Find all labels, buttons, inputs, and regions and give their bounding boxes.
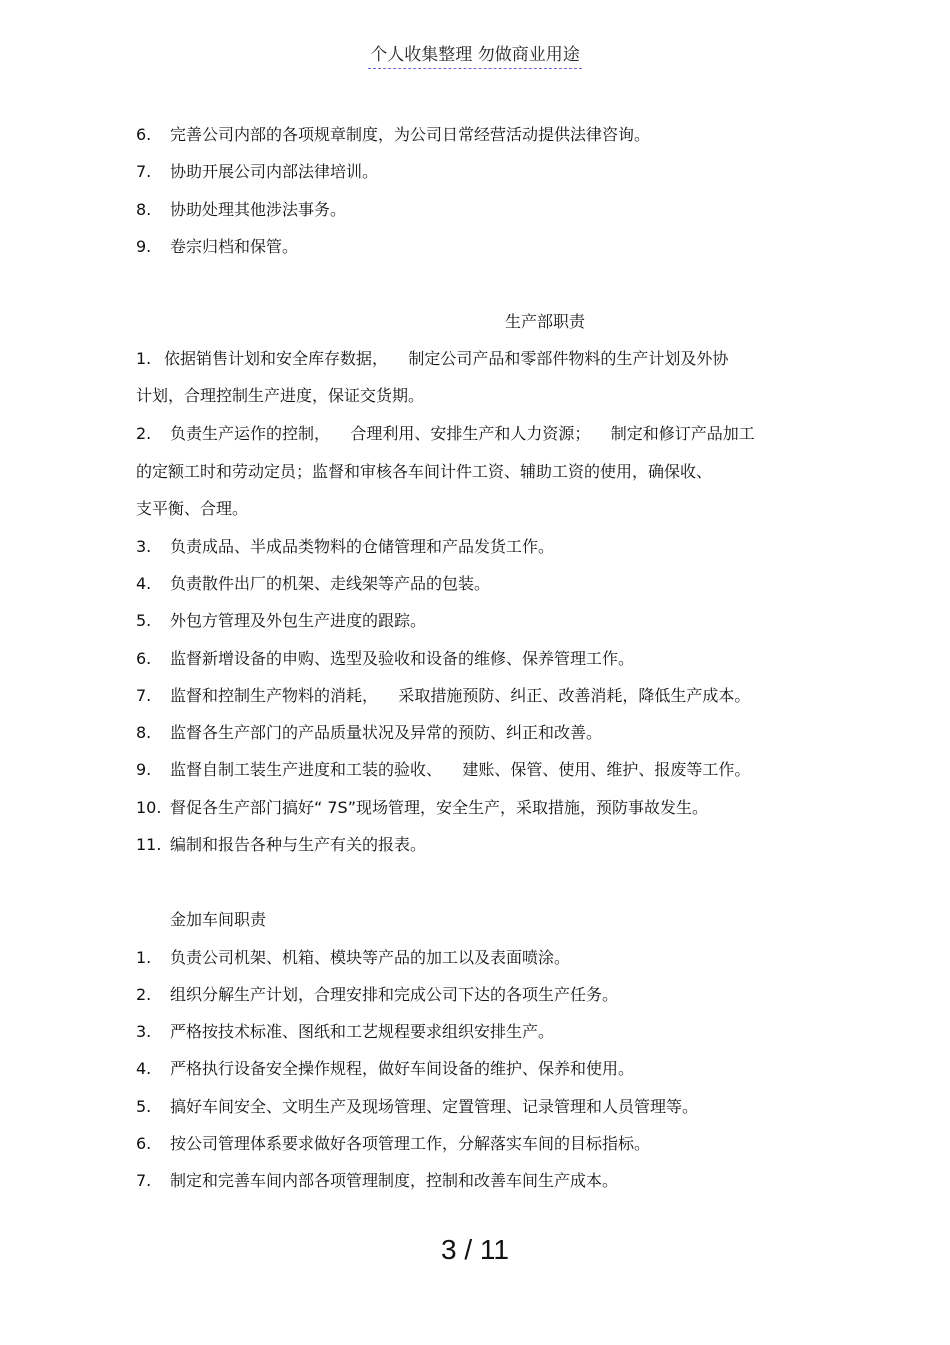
list-item-continuation: 的定额工时和劳动定员；监督和审核各车间计件工资、辅助工资的使用，确保收、	[136, 462, 713, 481]
item-text: 监督新增设备的申购、选型及验收和设备的维修、保养管理工作。	[170, 649, 635, 668]
list-item	[136, 984, 618, 1006]
item-number: 7.	[136, 686, 152, 705]
item-number: 9.	[136, 760, 152, 779]
item-text: 监督自制工装生产进度和工装的验收、 建账、保管、使用、维护、报废等工作。	[170, 760, 751, 779]
list-item	[136, 1133, 650, 1155]
item-text: 搞好车间安全、文明生产及现场管理、定置管理、记录管理和人员管理等。	[170, 1097, 699, 1116]
list-item	[136, 573, 490, 595]
item-number: 8.	[136, 200, 152, 219]
page-number: 3 / 11	[441, 1234, 509, 1265]
list-item: 1. 依据销售计划和安全库存数据， 制定公司产品和零部件物料的生产计划及外协	[136, 349, 729, 368]
item-text: 卷宗归档和保管。	[170, 237, 299, 256]
list-item: 2. 负责生产运作的控制， 合理利用、安排生产和人力资源； 制定和修订产品加工	[136, 424, 755, 443]
header-text: 个人收集整理 勿做商业用途	[368, 45, 581, 69]
item-text: 外包方管理及外包生产进度的跟踪。	[170, 611, 427, 630]
item-number: 7.	[136, 162, 152, 181]
list-item	[136, 536, 554, 558]
item-text: 督促各生产部门搞好“ 7S”现场管理，安全生产，采取措施，预防事故发生。	[170, 798, 709, 817]
list-item	[136, 124, 650, 146]
item-text: 编制和报告各种与生产有关的报表。	[170, 835, 427, 854]
list-item	[136, 236, 298, 258]
item-text: 完善公司内部的各项规章制度，为公司日常经营活动提供法律咨询。	[170, 125, 651, 144]
item-number: 2.	[136, 985, 152, 1004]
item-text: 协助处理其他涉法事务。	[170, 200, 347, 219]
item-number: 11.	[136, 835, 162, 854]
item-number: 7.	[136, 1171, 152, 1190]
list-item	[136, 1170, 618, 1192]
list-item	[136, 199, 346, 221]
item-text: 严格执行设备安全操作规程，做好车间设备的维护、保养和使用。	[170, 1059, 635, 1078]
item-number: 6.	[136, 125, 152, 144]
item-number: 5.	[136, 611, 152, 630]
item-number: 8.	[136, 723, 152, 742]
item-text: 按公司管理体系要求做好各项管理工作，分解落实车间的目标指标。	[170, 1134, 651, 1153]
item-text: 依据销售计划和安全库存数据， 制定公司产品和零部件物料的生产计划及外协	[164, 349, 729, 368]
item-number: 3.	[136, 537, 152, 556]
list-item	[136, 161, 378, 183]
section-title-workshop: 金加车间职责	[170, 910, 267, 929]
list-item	[136, 797, 708, 819]
item-number: 6.	[136, 649, 152, 668]
item-text: 严格按技术标准、图纸和工艺规程要求组织安排生产。	[170, 1022, 555, 1041]
item-number: 3.	[136, 1022, 152, 1041]
item-text: 监督和控制生产物料的消耗， 采取措施预防、纠正、改善消耗，降低生产成本。	[170, 686, 751, 705]
section-title-production: 生产部职责	[505, 312, 586, 331]
item-text: 制定和完善车间内部各项管理制度，控制和改善车间生产成本。	[170, 1171, 619, 1190]
list-item	[136, 834, 426, 856]
item-text: 协助开展公司内部法律培训。	[170, 162, 379, 181]
item-text: 负责成品、半成品类物料的仓储管理和产品发货工作。	[170, 537, 555, 556]
item-number: 6.	[136, 1134, 152, 1153]
item-text: 组织分解生产计划，合理安排和完成公司下达的各项生产任务。	[170, 985, 619, 1004]
list-item-continuation: 计划，合理控制生产进度，保证交货期。	[136, 386, 425, 405]
list-item	[136, 947, 570, 969]
list-item	[136, 685, 750, 707]
item-number: 4.	[136, 574, 152, 593]
item-number: 10.	[136, 798, 162, 817]
item-text: 负责公司机架、机箱、模块等产品的加工以及表面喷涂。	[170, 948, 571, 967]
item-number: 4.	[136, 1059, 152, 1078]
list-item	[136, 722, 602, 744]
list-item	[136, 1096, 698, 1118]
list-item	[136, 610, 426, 632]
list-item	[136, 648, 634, 670]
page-header	[0, 40, 950, 65]
item-number: 9.	[136, 237, 152, 256]
item-number: 5.	[136, 1097, 152, 1116]
item-text: 负责生产运作的控制， 合理利用、安排生产和人力资源； 制定和修订产品加工	[170, 424, 755, 443]
item-number: 1.	[136, 948, 152, 967]
list-item-continuation: 支平衡、合理。	[136, 499, 249, 518]
item-text: 监督各生产部门的产品质量状况及异常的预防、纠正和改善。	[170, 723, 603, 742]
list-item	[136, 1058, 634, 1080]
list-item	[136, 1021, 554, 1043]
item-text: 负责散件出厂的机架、走线架等产品的包装。	[170, 574, 491, 593]
list-item	[136, 759, 750, 781]
